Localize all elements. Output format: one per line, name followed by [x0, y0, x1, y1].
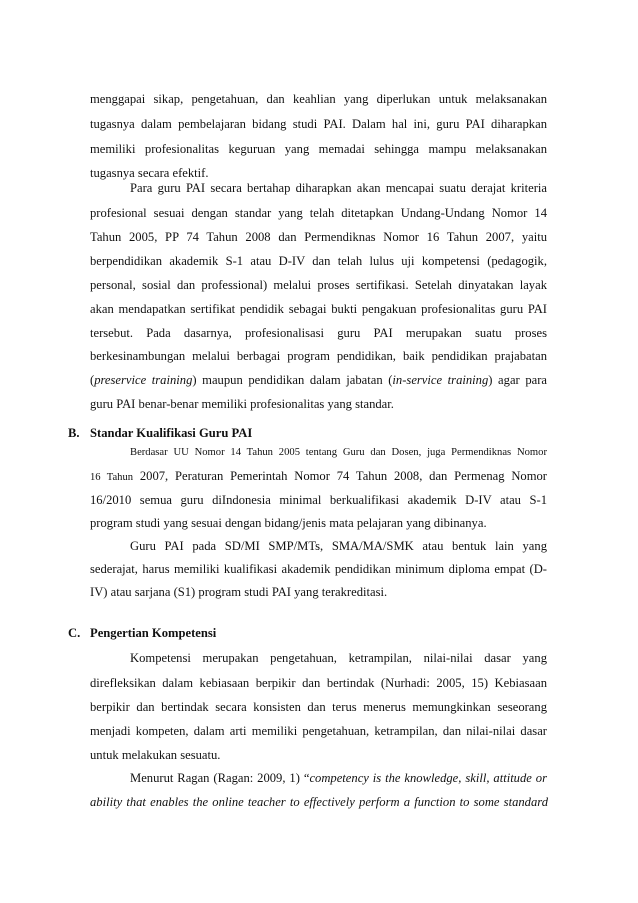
body-text-line: Menurut Ragan (Ragan: 2009, 1) “competency is the knowledge, skill, attitude or: [130, 771, 547, 785]
body-text-line: berkesinambungan melalui berbagai program pendidikan, baik pendidikan prajabatan: [90, 349, 547, 363]
italic-quote: ability that enables the online teacher to effectively perform a function to some standard: [90, 795, 548, 809]
italic-term: preservice training: [94, 373, 193, 387]
body-text-line: tugasnya dalam pembelajaran bidang studi PAI. Dalam hal ini, guru PAI diharapkan: [90, 117, 547, 131]
body-text-line: memiliki profesionalitas keguruan yang memadai sehingga mampu melaksanakan: [90, 142, 547, 156]
section-letter: B.: [68, 426, 80, 440]
body-text-line: [90, 794, 548, 810]
body-text-line: personal, sosial dan professional) melalui proses sertifikasi. Setelah dinyatakan layak: [90, 278, 547, 292]
body-text-line: berpendidikan akademik S-1 atau D-IV dan telah lulus uji kompetensi (pedagogik,: [90, 254, 547, 268]
body-text-line: Guru PAI pada SD/MI SMP/MTs, SMA/MA/SMK atau bentuk lain yang: [130, 539, 547, 553]
body-text-line: 16 Tahun 2007, Peraturan Pemerintah Nomor 74 Tahun 2008, dan Permenag Nomor: [90, 469, 548, 483]
body-text-line: Tahun 2005, PP 74 Tahun 2008 dan Permendiknas Nomor 16 Tahun 2007, yaitu: [90, 230, 547, 244]
body-text-line: tugasnya secara efektif.: [90, 166, 209, 180]
body-text-line: direfleksikan dalam kebiasaan berpikir dan bertindak (Nurhadi: 2005, 15) Kebiasaan: [90, 676, 547, 690]
body-text-line: menggapai sikap, pengetahuan, dan keahlian yang diperlukan untuk melaksanakan: [90, 92, 547, 106]
body-text-line: untuk melakukan sesuatu.: [90, 748, 221, 762]
body-text-line: tersebut. Pada dasarnya, profesionalisasi guru PAI merupakan suatu proses: [90, 326, 547, 340]
body-text-line: profesional sesuai dengan standar yang telah ditetapkan Undang-Undang Nomor 14: [90, 206, 547, 220]
body-text-line: Kompetensi merupakan pengetahuan, ketrampilan, nilai-nilai dasar yang: [130, 651, 547, 665]
section-title: Pengertian Kompetensi: [90, 626, 217, 640]
body-text-line: menjadi kompeten, dalam arti memiliki pengetahuan, ketrampilan, dan nilai-nilai dasar: [90, 724, 547, 738]
body-text-line: Berdasar UU Nomor 14 Tahun 2005 tentang Guru dan Dosen, juga Permendiknas Nomor: [130, 447, 547, 458]
body-text-line: berpikir dan bertindak secara konsisten dan terus menerus memungkinkan seseorang: [90, 700, 547, 714]
body-text-line: IV) atau sarjana (S1) program studi PAI yang terakreditasi.: [90, 585, 388, 599]
section-heading: [68, 625, 216, 641]
body-text-line: Para guru PAI secara bertahap diharapkan akan mencapai suatu derajat kriteria: [130, 181, 547, 195]
section-title: Standar Kualifikasi Guru PAI: [90, 426, 253, 440]
body-text-line: program studi yang sesuai dengan bidang/jenis mata pelajaran yang dibinanya.: [90, 516, 487, 530]
body-text-line: akan mendapatkan sertifikat pendidik sebagai bukti pengakuan profesionalitas guru PAI: [90, 302, 547, 316]
body-text-line: 16/2010 semua guru diIndonesia minimal berkualifikasi akademik D-IV atau S-1: [90, 493, 547, 507]
body-text-line: sederajat, harus memiliki kualifikasi akademik pendidikan minimum diploma empat (D-: [90, 562, 547, 576]
section-letter: C.: [68, 626, 81, 640]
body-text-line: guru PAI benar-benar memiliki profesionalitas yang standar.: [90, 397, 394, 411]
body-text-line: (preservice training) maupun pendidikan dalam jabatan (in-service training) agar para: [90, 373, 547, 387]
italic-term: in-service training: [392, 373, 489, 387]
italic-quote: competency is the knowledge, skill, attitude or: [309, 771, 547, 785]
section-heading: [68, 425, 252, 441]
